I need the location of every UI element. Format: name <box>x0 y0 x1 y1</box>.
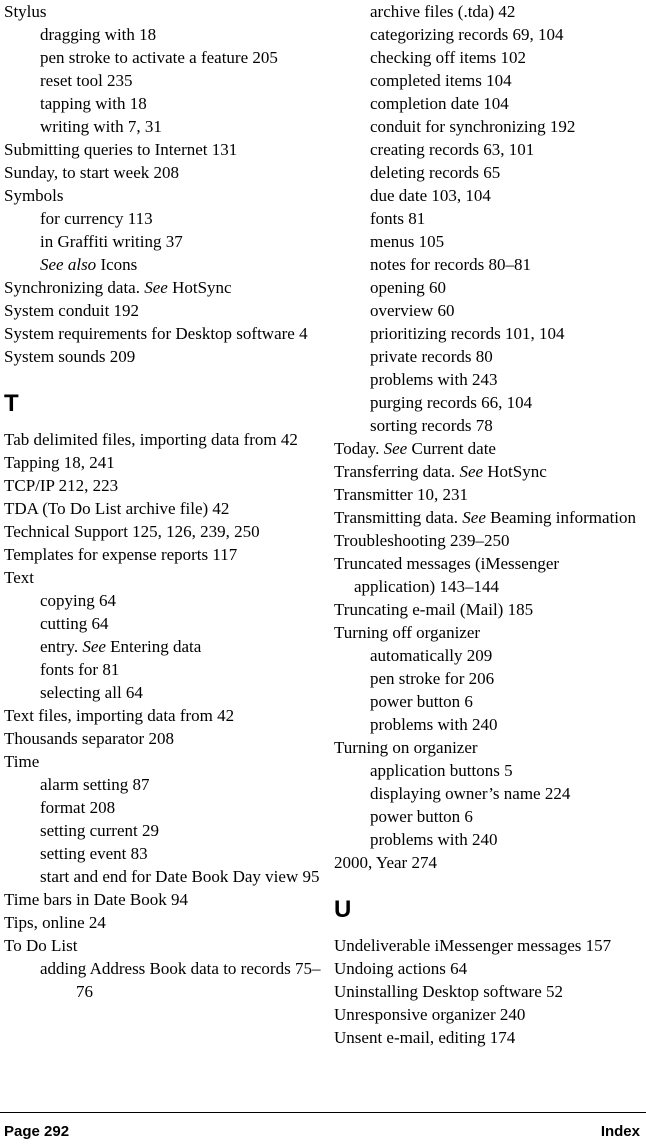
entry-text: archive files (.tda) 42 <box>370 2 516 21</box>
entry-text: overview 60 <box>370 301 455 320</box>
entry-text: Truncated messages (iMessenger application) 143–144 <box>334 554 560 596</box>
entry-text: Unresponsive organizer 240 <box>334 1005 526 1024</box>
index-subentry <box>4 253 330 276</box>
index-entry <box>4 566 330 589</box>
entry-text: copying 64 <box>40 591 117 610</box>
index-entry <box>4 299 330 322</box>
index-entry <box>334 1003 644 1026</box>
index-subentry <box>4 681 330 704</box>
index-subentry <box>334 345 644 368</box>
index-subentry <box>334 368 644 391</box>
entry-text: Unsent e-mail, editing 174 <box>334 1028 516 1047</box>
see-reference: See <box>459 462 484 481</box>
entry-text: start and end for Date Book Day view 95 <box>40 867 320 886</box>
entry-text: HotSync <box>487 462 547 481</box>
entry-lead: Transferring data. <box>334 462 460 481</box>
entry-text: Templates for expense reports 117 <box>4 545 238 564</box>
entry-text: due date 103, 104 <box>370 186 491 205</box>
index-subentry <box>334 667 644 690</box>
index-subentry <box>334 230 644 253</box>
entry-text: 2000, Year 274 <box>334 853 437 872</box>
section-letter: T <box>4 390 19 417</box>
index-subentry <box>4 635 330 658</box>
index-entry <box>4 138 330 161</box>
entry-text: Current date <box>411 439 496 458</box>
entry-text: Symbols <box>4 186 64 205</box>
entry-text: deleting records 65 <box>370 163 501 182</box>
entry-text: setting event 83 <box>40 844 148 863</box>
index-subentry <box>4 612 330 635</box>
index-subentry <box>4 842 330 865</box>
index-entry <box>4 543 330 566</box>
index-subentry <box>334 23 644 46</box>
entry-text: Text <box>4 568 34 587</box>
index-entry <box>4 727 330 750</box>
index-subentry <box>4 773 330 796</box>
entry-text: Uninstalling Desktop software 52 <box>334 982 563 1001</box>
entry-text: notes for records 80–81 <box>370 255 531 274</box>
index-entry <box>334 598 644 621</box>
index-entry <box>4 161 330 184</box>
entry-text: sorting records 78 <box>370 416 493 435</box>
index-subentry <box>334 759 644 782</box>
index-entry <box>334 460 644 483</box>
page-number: Page 292 <box>4 1123 70 1140</box>
entry-text: private records 80 <box>370 347 493 366</box>
index-entry <box>334 621 644 644</box>
index-subentry <box>4 658 330 681</box>
index-entry <box>4 934 330 957</box>
see-reference: See <box>82 637 106 656</box>
entry-text: Icons <box>100 255 138 274</box>
index-entry <box>4 474 330 497</box>
index-entry <box>334 980 644 1003</box>
index-subentry <box>334 782 644 805</box>
index-subentry <box>4 115 330 138</box>
entry-text: Undoing actions 64 <box>334 959 468 978</box>
index-entry <box>334 552 644 598</box>
entry-text: Turning off organizer <box>334 623 481 642</box>
entry-text: setting current 29 <box>40 821 159 840</box>
index-subentry <box>334 805 644 828</box>
entry-text: categorizing records 69, 104 <box>370 25 564 44</box>
entry-text: completed items 104 <box>370 71 512 90</box>
entry-text: for currency 113 <box>40 209 153 228</box>
index-subentry <box>334 828 644 851</box>
entry-text: in Graffiti writing 37 <box>40 232 183 251</box>
entry-text: pen stroke for 206 <box>370 669 495 688</box>
entry-text: System sounds 209 <box>4 347 136 366</box>
entry-text: Tips, online 24 <box>4 913 106 932</box>
index-entry <box>4 322 330 345</box>
index-entry <box>4 750 330 773</box>
entry-text: Truncating e-mail (Mail) 185 <box>334 600 534 619</box>
index-entry <box>4 451 330 474</box>
index-entry <box>4 704 330 727</box>
index-subentry <box>334 138 644 161</box>
entry-text: TCP/IP 212, 223 <box>4 476 119 495</box>
index-subentry <box>334 713 644 736</box>
entry-text: problems with 240 <box>370 715 498 734</box>
index-subentry <box>334 299 644 322</box>
section-title: Index <box>600 1123 640 1140</box>
entry-text: tapping with 18 <box>40 94 147 113</box>
entry-text: Troubleshooting 239–250 <box>334 531 510 550</box>
entry-text: Time <box>4 752 40 771</box>
entry-text: conduit for synchronizing 192 <box>370 117 576 136</box>
entry-text: selecting all 64 <box>40 683 143 702</box>
index-entry <box>4 276 330 299</box>
index-subentry <box>334 322 644 345</box>
index-entry <box>4 0 330 23</box>
index-subentry <box>4 957 330 1003</box>
entry-text: Stylus <box>4 2 47 21</box>
index-entry <box>334 529 644 552</box>
entry-text: Tab delimited files, importing data from 42 <box>4 430 298 449</box>
entry-text: Sunday, to start week 208 <box>4 163 180 182</box>
index-subentry <box>334 690 644 713</box>
entry-text: reset tool 235 <box>40 71 133 90</box>
entry-text: opening 60 <box>370 278 447 297</box>
entry-lead: Today. <box>334 439 384 458</box>
index-column-left <box>4 0 330 1003</box>
index-subentry <box>334 46 644 69</box>
index-entry <box>4 184 330 207</box>
index-subentry <box>4 207 330 230</box>
index-entry <box>334 736 644 759</box>
index-subentry <box>334 391 644 414</box>
entry-text: automatically 209 <box>370 646 493 665</box>
index-subentry <box>334 0 644 23</box>
see-reference: See <box>383 439 408 458</box>
entry-text: Tapping 18, 241 <box>4 453 115 472</box>
entry-lead: Transmitting data. <box>334 508 463 527</box>
index-subentry <box>334 276 644 299</box>
entry-text: dragging with 18 <box>40 25 157 44</box>
entry-text: Time bars in Date Book 94 <box>4 890 189 909</box>
index-entry <box>334 851 644 874</box>
entry-text: Turning on organizer <box>334 738 478 757</box>
entry-text: TDA (To Do List archive file) 42 <box>4 499 230 518</box>
entry-text: menus 105 <box>370 232 445 251</box>
entry-text: System conduit 192 <box>4 301 140 320</box>
see-reference: See also <box>40 255 97 274</box>
entry-text: prioritizing records 101, 104 <box>370 324 565 343</box>
section-letter: U <box>334 896 352 923</box>
index-subentry <box>334 253 644 276</box>
index-subentry <box>334 414 644 437</box>
index-entry <box>334 506 644 529</box>
index-subentry <box>4 23 330 46</box>
entry-text: displaying owner’s name 224 <box>370 784 571 803</box>
entry-text: power button 6 <box>370 692 473 711</box>
entry-lead: Synchronizing data. <box>4 278 145 297</box>
entry-lead: entry. <box>40 637 83 656</box>
index-entry <box>4 428 330 451</box>
entry-text: power button 6 <box>370 807 473 826</box>
index-subentry <box>4 230 330 253</box>
index-subentry <box>4 46 330 69</box>
entry-text: Technical Support 125, 126, 239, 250 <box>4 522 260 541</box>
entry-text: writing with 7, 31 <box>40 117 162 136</box>
index-subentry <box>334 92 644 115</box>
see-reference: See <box>144 278 168 297</box>
entry-text: To Do List <box>4 936 78 955</box>
entry-text: HotSync <box>172 278 232 297</box>
index-entry <box>4 520 330 543</box>
entry-text: Undeliverable iMessenger messages 157 <box>334 936 612 955</box>
index-column-right <box>334 0 644 1049</box>
entry-text: adding Address Book data to records 75–76 <box>40 959 321 1001</box>
entry-text: problems with 243 <box>370 370 498 389</box>
index-subentry <box>334 161 644 184</box>
entry-text: Text files, importing data from 42 <box>4 706 235 725</box>
entry-text: Transmitter 10, 231 <box>334 485 468 504</box>
index-subentry <box>4 589 330 612</box>
index-subentry <box>334 184 644 207</box>
entry-text: creating records 63, 101 <box>370 140 535 159</box>
index-entry <box>4 345 330 368</box>
index-entry <box>334 934 644 957</box>
entry-text: cutting 64 <box>40 614 109 633</box>
entry-text: pen stroke to activate a feature 205 <box>40 48 278 67</box>
index-subentry <box>334 115 644 138</box>
entry-text: Submitting queries to Internet 131 <box>4 140 238 159</box>
index-entry <box>4 497 330 520</box>
index-subentry <box>4 69 330 92</box>
index-subentry <box>334 69 644 92</box>
index-subentry <box>4 796 330 819</box>
entry-text: fonts 81 <box>370 209 426 228</box>
footer-rule <box>0 1112 646 1113</box>
index-subentry <box>334 207 644 230</box>
index-entry <box>334 483 644 506</box>
index-entry <box>4 911 330 934</box>
entry-text: checking off items 102 <box>370 48 526 67</box>
index-subentry <box>4 92 330 115</box>
entry-text: Entering data <box>110 637 202 656</box>
entry-text: alarm setting 87 <box>40 775 150 794</box>
entry-text: purging records 66, 104 <box>370 393 533 412</box>
index-entry <box>334 437 644 460</box>
entry-text: completion date 104 <box>370 94 509 113</box>
index-entry <box>334 1026 644 1049</box>
index-subentry <box>4 819 330 842</box>
index-subentry <box>334 644 644 667</box>
index-subentry <box>4 865 330 888</box>
entry-text: System requirements for Desktop software 4 <box>4 324 308 343</box>
entry-text: fonts for 81 <box>40 660 120 679</box>
see-reference: See <box>462 508 486 527</box>
entry-text: application buttons 5 <box>370 761 513 780</box>
entry-text: Beaming information <box>490 508 637 527</box>
index-entry <box>4 888 330 911</box>
index-entry <box>334 957 644 980</box>
entry-text: format 208 <box>40 798 116 817</box>
entry-text: Thousands separator 208 <box>4 729 174 748</box>
entry-text: problems with 240 <box>370 830 498 849</box>
